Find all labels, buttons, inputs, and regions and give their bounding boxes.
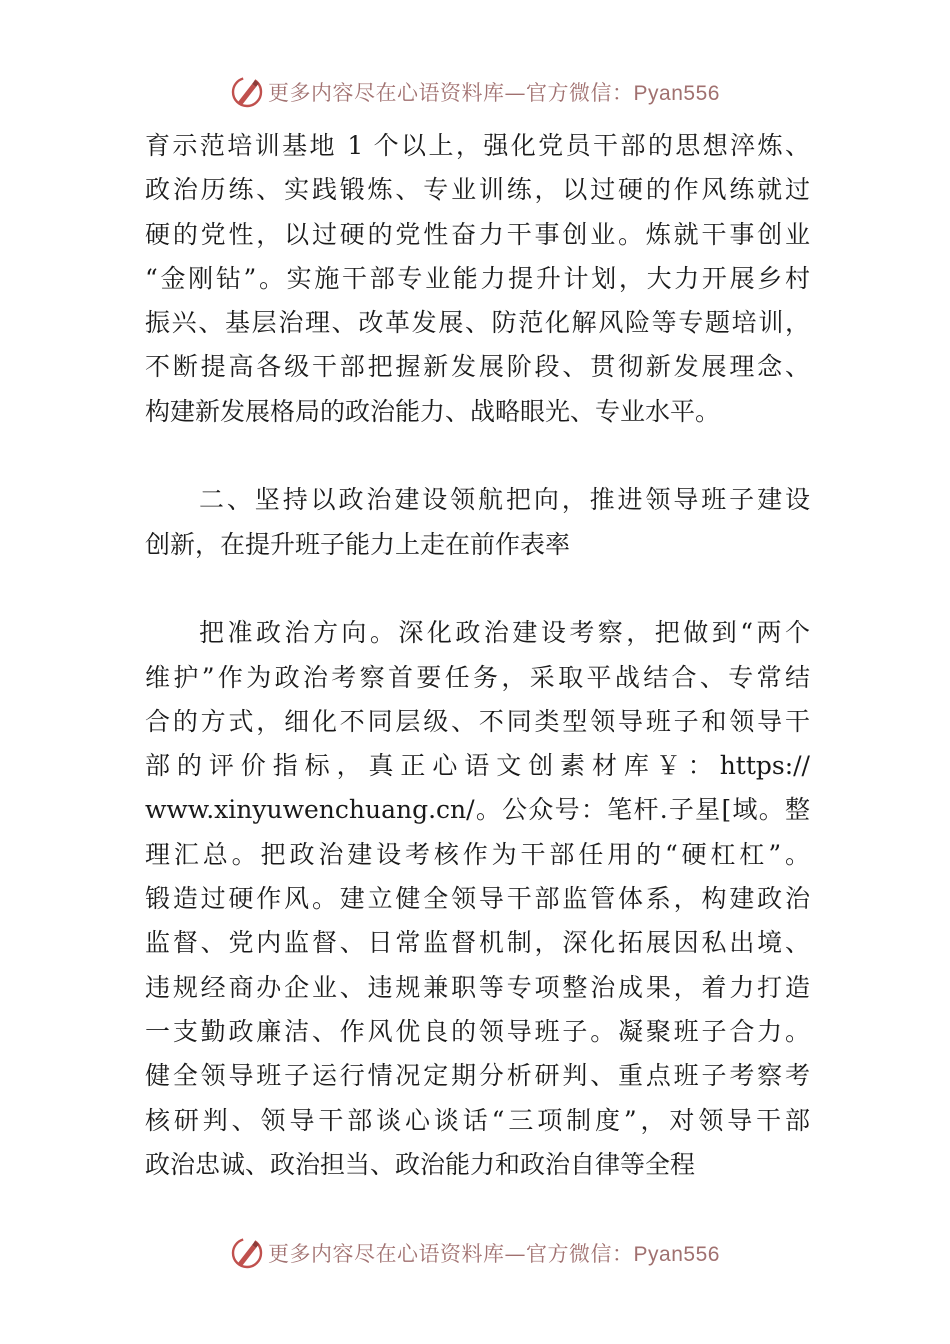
section-heading <box>145 478 810 567</box>
text-line: 核研判、领导干部谈心谈话“三项制度”，对领导干部 <box>145 1105 810 1135</box>
paragraph-2 <box>145 611 810 1187</box>
text-line: 政治忠诚、政治担当、政治能力和政治自律等全程 <box>145 1149 696 1179</box>
footer-banner-label: 更多内容尽在心语资料库—官方微信： <box>268 1242 634 1266</box>
text-line: 硬的党性，以过硬的党性奋力干事创业。炼就干事创业 <box>145 219 810 249</box>
text-line: 政治历练、实践锻炼、专业训练，以过硬的作风练就过 <box>145 175 810 205</box>
header-banner <box>0 72 950 112</box>
footer-banner <box>0 1233 950 1273</box>
document-body <box>145 124 810 1187</box>
pen-logo-icon <box>230 75 264 109</box>
pen-logo-icon <box>230 1236 264 1270</box>
text-line: 育示范培训基地 1 个以上，强化党员干部的思想淬炼、 <box>145 131 810 160</box>
header-banner-text <box>268 77 720 107</box>
paragraph-1 <box>145 124 810 434</box>
text-line: 构建新发展格局的政治能力、战略眼光、专业水平。 <box>145 396 721 426</box>
footer-banner-text <box>268 1238 720 1268</box>
text-line: 合的方式，细化不同层级、不同类型领导班子和领导干 <box>145 706 810 736</box>
text-line: 监督、党内监督、日常监督机制，深化拓展因私出境、 <box>145 928 810 958</box>
header-wechat-id: Pyan556 <box>633 82 720 105</box>
heading-line: 创新，在提升班子能力上走在前作表率 <box>145 529 571 559</box>
heading-line: 二、坚持以政治建设领航把向，推进领导班子建设 <box>199 485 810 515</box>
text-line: 维护”作为政治考察首要任务，采取平战结合、专常结 <box>145 662 810 692</box>
text-line: www.xinyuwenchuang.cn/。公众号：笔杆.子星[域。整 <box>145 795 810 825</box>
text-line: 健全领导班子运行情况定期分析研判、重点班子考察考 <box>145 1061 810 1091</box>
text-line: 一支勤政廉洁、作风优良的领导班子。凝聚班子合力。 <box>145 1016 810 1046</box>
footer-wechat-id: Pyan556 <box>633 1243 720 1266</box>
text-line: 把准政治方向。深化政治建设考察，把做到“两个 <box>199 618 810 648</box>
text-line: 理汇总。把政治建设考核作为干部任用的“硬杠杠”。 <box>145 839 810 869</box>
text-line: 振兴、基层治理、改革发展、防范化解风险等专题培训， <box>145 308 810 338</box>
text-line: 不断提高各级干部把握新发展阶段、贯彻新发展理念、 <box>145 352 810 382</box>
text-line: 部的评价指标，真正心语文创素材库￥：https:// <box>145 751 810 781</box>
text-line: 违规经商办企业、违规兼职等专项整治成果，着力打造 <box>145 972 810 1002</box>
header-banner-label: 更多内容尽在心语资料库—官方微信： <box>268 81 634 105</box>
text-line: 锻造过硬作风。建立健全领导干部监管体系，构建政治 <box>145 884 810 914</box>
text-line: “金刚钻”。实施干部专业能力提升计划，大力开展乡村 <box>145 263 810 293</box>
